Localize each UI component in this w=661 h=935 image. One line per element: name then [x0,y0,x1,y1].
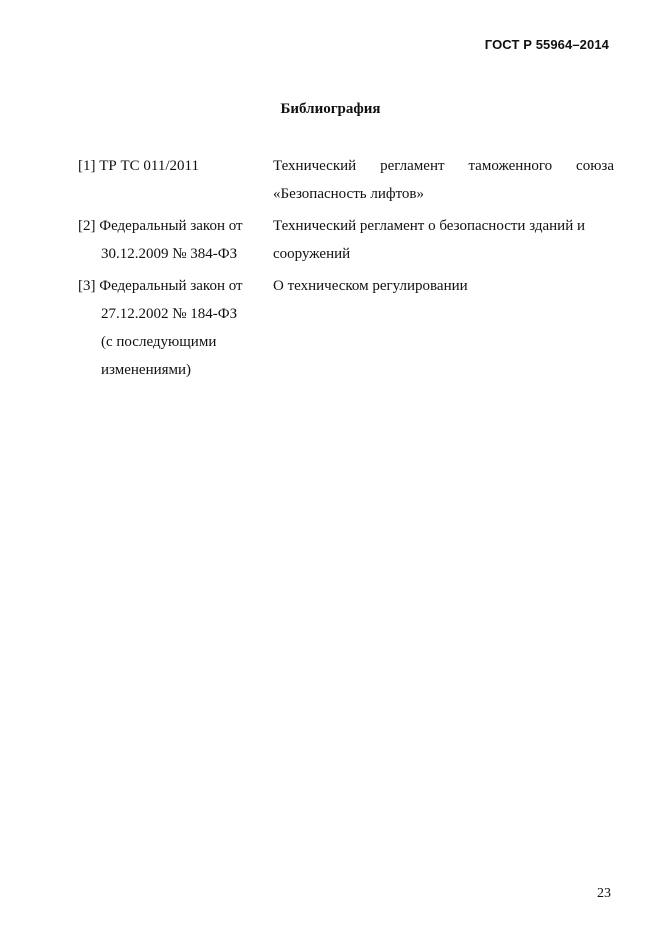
description-line: «Безопасность лифтов» [273,186,425,202]
bibliography-list [78,152,614,388]
entry-reference [78,272,273,384]
bibliography-title: Библиография [280,101,381,117]
reference-line: [2] Федеральный закон от [78,218,243,234]
reference-line: [3] Федеральный закон от [78,278,243,294]
reference-line: [1] ТР ТС 011/2011 [78,158,199,174]
reference-line: 30.12.2009 № 384-ФЗ [101,246,238,262]
bibliography-entry [78,272,614,384]
entry-reference [78,152,273,180]
bibliography-entry [78,152,614,208]
description-line: Технический регламент о безопасности зданий и [273,218,586,234]
page-number: 23 [597,886,611,901]
description-line: О техническом регулировании [273,278,468,294]
entry-description [273,152,614,208]
reference-line: (с последующими [101,334,217,350]
document-code: ГОСТ Р 55964–2014 [484,37,609,52]
description-line: Технический регламент таможенного союза [273,158,614,174]
reference-line: 27.12.2002 № 184-ФЗ [101,306,238,322]
entry-description [273,272,614,300]
bibliography-entry [78,212,614,268]
entry-reference [78,212,273,268]
description-line: сооружений [273,246,351,262]
reference-line: изменениями) [101,362,192,378]
entry-description [273,212,614,268]
